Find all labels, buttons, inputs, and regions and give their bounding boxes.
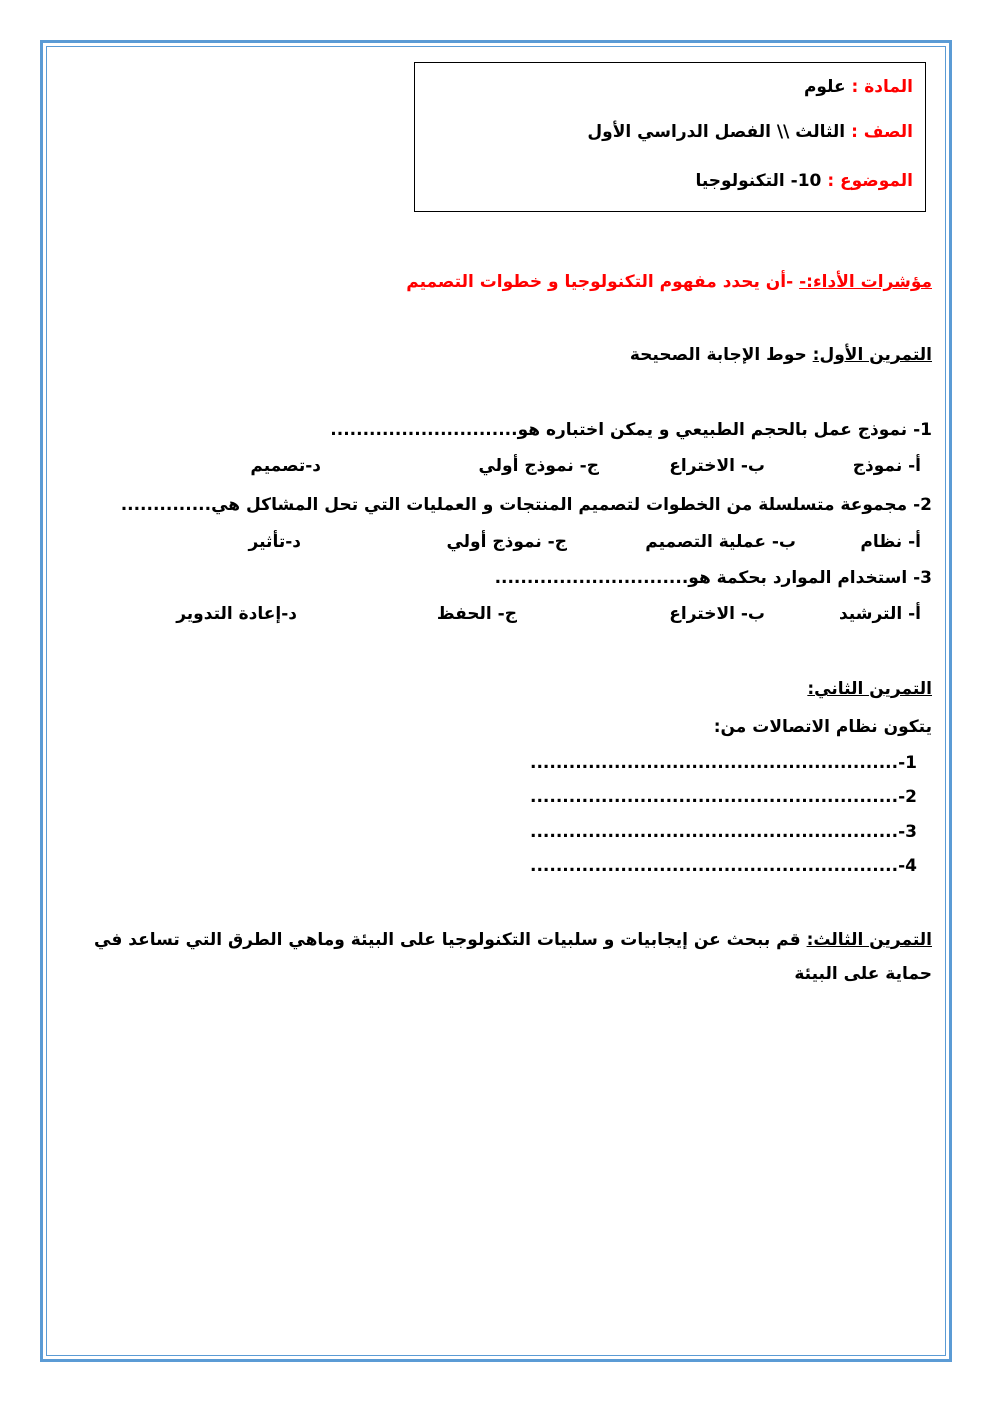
topic-value: 10- التكنولوجيا <box>695 171 822 191</box>
subject-value: علوم <box>803 77 846 97</box>
question-2: 2- مجموعة متسلسلة من الخطوات لتصميم المنتجات و العمليات التي تحل المشاكل هي.............. <box>120 495 932 515</box>
q3-option-c[interactable]: ج- الحفظ <box>436 604 517 624</box>
q3-option-a[interactable]: أ- الترشيد <box>838 604 921 624</box>
exercise2-title: التمرين الثاني: <box>807 679 932 699</box>
q1-option-c[interactable]: ج- نموذج أولي <box>478 456 599 476</box>
grade-value: الثالث \\ الفصل الدراسي الأول <box>587 122 846 142</box>
subject-label: المادة : <box>851 77 913 97</box>
exercise1-title: التمرين الأول: <box>812 345 932 365</box>
q1-option-d[interactable]: د-تصميم <box>250 456 321 476</box>
exercise2-question: يتكون نظام الاتصالات من: <box>713 717 932 737</box>
q1-option-b[interactable]: ب- الاختراع <box>669 456 765 476</box>
header-box <box>414 62 926 212</box>
q2-option-a[interactable]: أ- نظام <box>860 532 921 552</box>
grade-label: الصف : <box>851 122 913 142</box>
question-3: 3- استخدام الموارد بحكمة هو.............................. <box>494 568 932 588</box>
performance-indicators <box>406 272 932 292</box>
exercise3-text: قم ببحث عن إيجابيات و سلبيات التكنولوجيا على البيئة وماهي الطرق التي تساعد في <box>94 930 801 950</box>
grade-line <box>587 122 913 142</box>
q1-option-a[interactable]: أ- نموذج <box>852 456 921 476</box>
topic-line <box>695 171 913 191</box>
exercise2-heading <box>807 679 932 699</box>
blank-line-4[interactable]: 4-......................................................... <box>529 856 917 876</box>
blank-line-2[interactable]: 2-......................................................... <box>529 787 917 807</box>
blank-line-3[interactable]: 3-......................................................... <box>529 822 917 842</box>
page-border-inner <box>46 46 946 1356</box>
blank-line-1[interactable]: 1-......................................................... <box>529 753 917 773</box>
q3-option-b[interactable]: ب- الاختراع <box>669 604 765 624</box>
q2-option-d[interactable]: د-تأثير <box>248 532 301 552</box>
topic-label: الموضوع : <box>827 171 913 191</box>
q2-option-b[interactable]: ب- عملية التصميم <box>645 532 796 552</box>
exercise3-line2: حماية على البيئة <box>794 964 932 984</box>
exercise3-title: التمرين الثالث: <box>806 930 932 950</box>
q2-option-c[interactable]: ج- نموذج أولي <box>446 532 567 552</box>
q3-option-d[interactable]: د-إعادة التدوير <box>176 604 297 624</box>
exercise1-instruction: حوط الإجابة الصحيحة <box>629 345 807 365</box>
exercise3-line1 <box>94 930 932 950</box>
question-1: 1- نموذج عمل بالحجم الطبيعي و يمكن اختباره هو............................. <box>330 420 932 440</box>
subject-line <box>804 77 913 97</box>
exercise1-heading <box>630 345 932 365</box>
indicators-label: مؤشرات الأداء:- <box>799 272 932 292</box>
indicators-text: -أن يحدد مفهوم التكنولوجيا و خطوات التصميم <box>406 272 794 292</box>
